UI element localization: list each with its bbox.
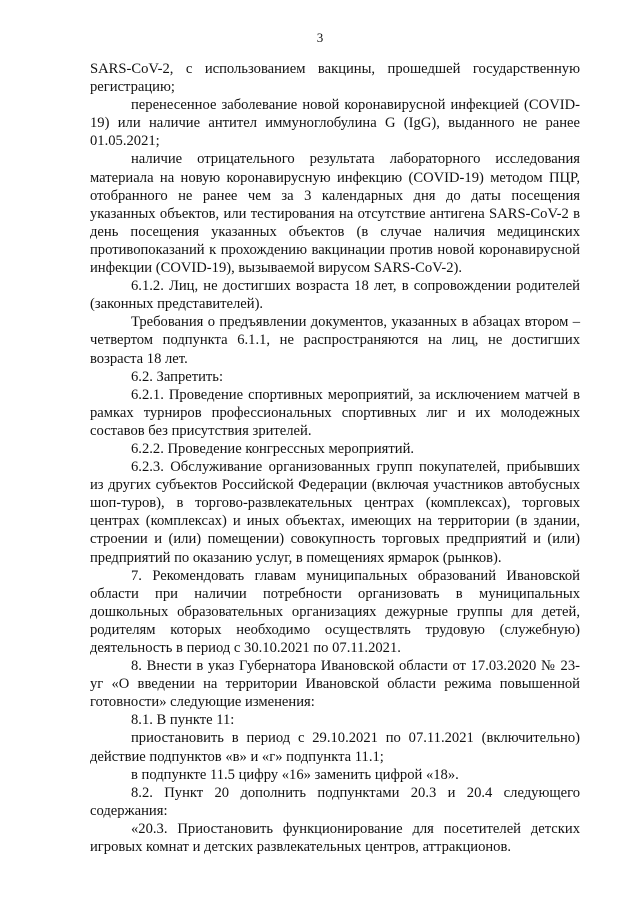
paragraph: наличие отрицательного результата лабораторного исследования материала на новую коронавирусную инфекцию (COVID-19) методом ПЦР, отобранного не ранее чем за 3 календарных дня до даты посещения указанных объектов, или тестирования на отсутствие антигена SARS-CoV-2 в день посещения указанных объектов (в случае наличия медицинских противопоказаний к прохождению вакцинации против новой коронавирусной инфекции (COVID-19), вызываемой вирусом SARS-CoV-2). — [90, 151, 580, 277]
paragraph: 6.1.2. Лиц, не достигших возраста 18 лет, в сопровождении родителей (законных представителей). — [90, 278, 580, 313]
paragraph: 6.2.3. Обслуживание организованных групп покупателей, прибывших из других субъектов Российской Федерации (включая участников автобусных шоп-туров), в торгово-развлекательных центрах (комплексах), торговых центрах (комплексах) и иных объектах, имеющих на территории (в здании, строении и (или) помещении) совокупность торговых предприятий и (или) предприятий по оказанию услуг, в помещениях ярмарок (рынков). — [90, 459, 580, 566]
page-number: 3 — [316, 30, 324, 45]
paragraph: в подпункте 11.5 цифру «16» заменить цифрой «18». — [131, 766, 459, 783]
paragraph: 6.2.1. Проведение спортивных мероприятий, за исключением матчей в рамках турниров профессиональных спортивных лиг и их молодежных составов без присутствия зрителей. — [90, 386, 580, 439]
paragraph: Требования о предъявлении документов, указанных в абзацах втором – четвертом подпункта 6.1.1, не распространяются на лиц, не достигших возраста 18 лет. — [90, 314, 580, 367]
paragraph: приостановить в период с 29.10.2021 по 07.11.2021 (включительно) действие подпунктов «в» и «г» подпункта 11.1; — [90, 730, 580, 765]
paragraph: 8. Внести в указ Губернатора Ивановской области от 17.03.2020 № 23-уг «О введении на территории Ивановской области режима повышенной готовности» следующие изменения: — [90, 658, 580, 711]
paragraph: 6.2. Запретить: — [131, 368, 223, 385]
paragraph: 7. Рекомендовать главам муниципальных образований Ивановской области при наличии потребности организовать в муниципальных дошкольных образовательных организациях дежурные группы для детей, родителям которых необходимо осуществлять трудовую (служебную) деятельность в период с 30.10.2021 по 07.11.2021. — [90, 567, 580, 656]
paragraph: «20.3. Приостановить функционирование для посетителей детских игровых комнат и детских развлекательных центров, аттракционов. — [90, 820, 580, 856]
paragraph: 8.2. Пункт 20 дополнить подпунктами 20.3 и 20.4 следующего содержания: — [90, 784, 580, 819]
document-body — [90, 60, 580, 856]
paragraph: перенесенное заболевание новой коронавирусной инфекцией (COVID-19) или наличие антител иммуноглобулина G (IgG), выданного не ранее 01.05.2021; — [90, 97, 580, 150]
paragraph: 6.2.2. Проведение конгрессных мероприятий. — [131, 440, 415, 457]
paragraph: 8.1. В пункте 11: — [131, 712, 235, 729]
paragraph: SARS-CoV-2, с использованием вакцины, прошедшей государственную регистрацию; — [90, 61, 580, 96]
